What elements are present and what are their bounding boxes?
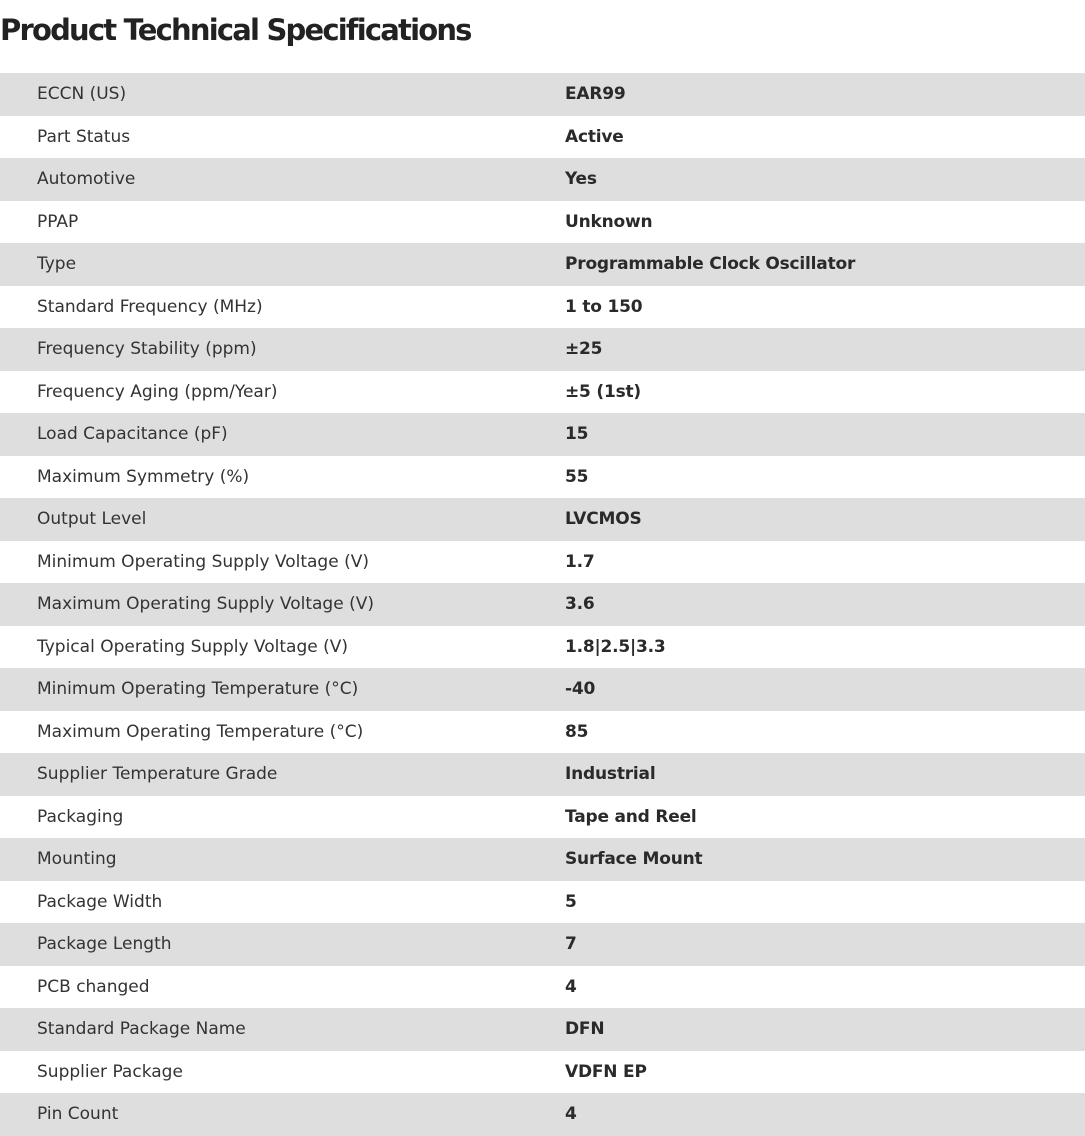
spec-row-pcb-changed <box>0 966 1085 1009</box>
spec-value: 55 <box>565 456 1085 499</box>
specifications-table <box>0 73 1085 1136</box>
spec-row-standard-package-name <box>0 1008 1085 1051</box>
spec-row-maximum-symmetry <box>0 456 1085 499</box>
spec-label: PPAP <box>0 201 565 244</box>
spec-label: Supplier Package <box>0 1051 565 1094</box>
spec-row-supplier-package <box>0 1051 1085 1094</box>
spec-value: Yes <box>565 158 1085 201</box>
spec-label: Minimum Operating Supply Voltage (V) <box>0 541 565 584</box>
spec-value: Tape and Reel <box>565 796 1085 839</box>
spec-value: 7 <box>565 923 1085 966</box>
spec-value: Industrial <box>565 753 1085 796</box>
spec-row-pin-count <box>0 1093 1085 1136</box>
spec-label: Package Length <box>0 923 565 966</box>
spec-label: Mounting <box>0 838 565 881</box>
spec-value: 1.8|2.5|3.3 <box>565 626 1085 669</box>
spec-label: Minimum Operating Temperature (°C) <box>0 668 565 711</box>
spec-value: LVCMOS <box>565 498 1085 541</box>
specifications-table-body <box>0 73 1085 1136</box>
spec-label: Type <box>0 243 565 286</box>
spec-row-max-supply-voltage <box>0 583 1085 626</box>
spec-label: Standard Frequency (MHz) <box>0 286 565 329</box>
spec-value: Surface Mount <box>565 838 1085 881</box>
spec-row-part-status <box>0 116 1085 159</box>
spec-row-eccn <box>0 73 1085 116</box>
spec-label: Maximum Symmetry (%) <box>0 456 565 499</box>
spec-row-frequency-stability <box>0 328 1085 371</box>
spec-row-package-width <box>0 881 1085 924</box>
spec-label: Standard Package Name <box>0 1008 565 1051</box>
spec-label: Packaging <box>0 796 565 839</box>
spec-label: Output Level <box>0 498 565 541</box>
spec-row-ppap <box>0 201 1085 244</box>
spec-label: Part Status <box>0 116 565 159</box>
spec-row-package-length <box>0 923 1085 966</box>
spec-row-max-temperature <box>0 711 1085 754</box>
spec-label: Supplier Temperature Grade <box>0 753 565 796</box>
spec-value: VDFN EP <box>565 1051 1085 1094</box>
spec-value: Programmable Clock Oscillator <box>565 243 1085 286</box>
spec-value: DFN <box>565 1008 1085 1051</box>
spec-value: 85 <box>565 711 1085 754</box>
spec-value: Unknown <box>565 201 1085 244</box>
spec-label: Frequency Stability (ppm) <box>0 328 565 371</box>
spec-row-output-level <box>0 498 1085 541</box>
spec-row-standard-frequency <box>0 286 1085 329</box>
spec-row-typical-supply-voltage <box>0 626 1085 669</box>
spec-value: 1.7 <box>565 541 1085 584</box>
spec-row-automotive <box>0 158 1085 201</box>
spec-label: PCB changed <box>0 966 565 1009</box>
spec-value: EAR99 <box>565 73 1085 116</box>
spec-value: Active <box>565 116 1085 159</box>
spec-row-mounting <box>0 838 1085 881</box>
spec-label: Package Width <box>0 881 565 924</box>
spec-label: Typical Operating Supply Voltage (V) <box>0 626 565 669</box>
spec-row-frequency-aging <box>0 371 1085 414</box>
spec-label: ECCN (US) <box>0 73 565 116</box>
spec-value: ±5 (1st) <box>565 371 1085 414</box>
spec-value: 1 to 150 <box>565 286 1085 329</box>
spec-value: -40 <box>565 668 1085 711</box>
spec-value: 5 <box>565 881 1085 924</box>
spec-row-temperature-grade <box>0 753 1085 796</box>
spec-row-packaging <box>0 796 1085 839</box>
spec-label: Load Capacitance (pF) <box>0 413 565 456</box>
spec-label: Maximum Operating Supply Voltage (V) <box>0 583 565 626</box>
spec-row-min-temperature <box>0 668 1085 711</box>
spec-row-min-supply-voltage <box>0 541 1085 584</box>
spec-value: 15 <box>565 413 1085 456</box>
spec-row-load-capacitance <box>0 413 1085 456</box>
spec-label: Pin Count <box>0 1093 565 1136</box>
spec-row-type <box>0 243 1085 286</box>
spec-label: Automotive <box>0 158 565 201</box>
spec-label: Maximum Operating Temperature (°C) <box>0 711 565 754</box>
spec-label: Frequency Aging (ppm/Year) <box>0 371 565 414</box>
spec-value: 4 <box>565 1093 1085 1136</box>
spec-value: ±25 <box>565 328 1085 371</box>
page-title: Product Technical Specifications <box>0 13 471 47</box>
spec-value: 3.6 <box>565 583 1085 626</box>
spec-value: 4 <box>565 966 1085 1009</box>
